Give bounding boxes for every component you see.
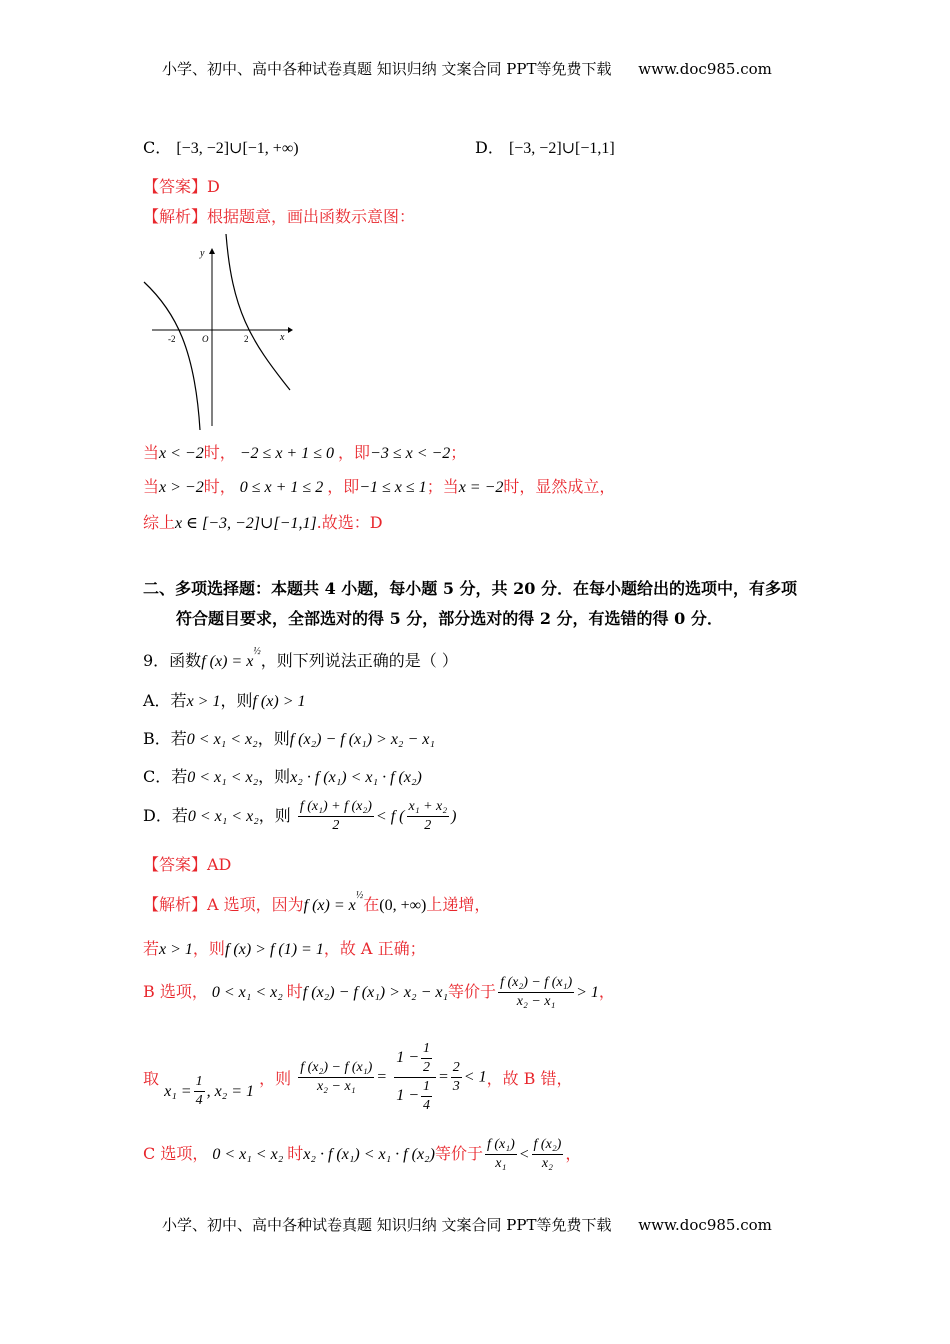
tick-pos-2: 2 — [244, 334, 249, 344]
page-header — [162, 58, 772, 79]
header-url: www.doc985.com — [638, 60, 772, 78]
fraction: $\frac{\text{f (x₁) + f (x₂)}}{2}$ — [299, 799, 372, 833]
function-graph — [140, 230, 300, 430]
complex-fraction: 1 − $\frac{1}{2}$ 1 − $\frac{1}{4}$ — [394, 1040, 436, 1115]
footer-url: www.doc985.com — [638, 1216, 772, 1234]
q8-answer: 【答案】D — [143, 177, 220, 196]
fraction: $\frac{\text{f (x₂)}}{\text{x₂}}$ — [533, 1137, 562, 1171]
q8-line2: 当x > −2时， 0 ≤ x + 1 ≤ 2 ，即−1 ≤ x ≤ 1；当x = −2时，显然成立， — [143, 477, 616, 496]
option-math: [−3, −2]∪[−1,1] — [508, 140, 615, 157]
q9-answer: 【答案】AD — [143, 855, 232, 874]
q9-option-c: C．若0 < x₁ < x₂，则x₂ · f (x₁) < x₁ · f (x₂) — [143, 767, 422, 786]
q9-analysis-5: C 选项， 0 < x₁ < x₂ 时x₂ · f (x₁) < x₁ · f (x₂)等价于 $\frac{\text{f (x₁)}}{\text{x₁}}$ < $\frac{\text{f (x₂)}}{\text{x₂}}$ ， — [143, 1137, 582, 1171]
option-label: C． — [143, 138, 172, 157]
left-branch-curve — [144, 282, 200, 430]
footer-text: 小学、初中、高中各种试卷真题 知识归纳 文案合同 PPT等免费下载 — [162, 1216, 612, 1234]
q8-analysis-head: 【解析】根据题意，画出函数示意图： — [143, 207, 416, 226]
q9-analysis-1: 【解析】A 选项，因为f $(x) = x^{\frac{1}{2}}$在(0, +∞)上递增， — [143, 889, 491, 914]
fraction: $\frac{\text{x₁ + x₂}}{2}$ — [408, 799, 448, 833]
page-footer — [162, 1214, 772, 1235]
x-label: x — [280, 332, 285, 343]
fraction: $\frac{\text{f (x₁)}}{\text{x₁}}$ — [486, 1137, 515, 1171]
option-math: [−3, −2]∪[−1, +∞) — [176, 140, 299, 157]
q8-line3: 综上x ∈ [−3, −2]∪[−1,1].故选：D — [143, 513, 383, 532]
q9-analysis-3: B 选项， 0 < x₁ < x₂ 时f (x₂) − f (x₁) > x₂ − x₁等价于 $\frac{\text{f (x₂) − f (x₁)}}{\text{x₂ − x₁}}$ > 1， — [143, 975, 615, 1009]
x-axis-arrow — [288, 327, 293, 333]
q9-stem: 9．函数f $(x) = x^{\frac{1}{2}}$，则下列说法正确的是（ ） — [143, 645, 458, 670]
y-axis-arrow — [209, 248, 215, 254]
fraction: $\frac{\text{f (x₂) − f (x₁)}}{\text{x₂ − x₁}}$ — [300, 1060, 373, 1094]
option-label: D． — [475, 138, 504, 157]
section2-title-line1: 二、多项选择题：本题共 4 小题，每小题 5 分，共 20 分．在每小题给出的选项中，有多项 — [143, 579, 797, 598]
q9-option-d: D．若0 < x₁ < x₂，则 $\frac{\text{f (x₁) + f (x₂)}}{2}$ < f ( $\frac{\text{x₁ + x₂}}{2}$ ) — [143, 799, 457, 833]
origin-label: O — [202, 334, 209, 344]
q8-option-c — [143, 135, 299, 158]
tick-neg-2: -2 — [168, 334, 176, 344]
fraction: $\frac{1}{4}$ — [195, 1074, 203, 1108]
q9-analysis-4: 取 x₁ = $\frac{1}{4}$ , x₂ = 1 ，则 $\frac{\text{f (x₂) − f (x₁)}}{\text{x₂ − x₁}}$ = 1 − $\frac{1}{2}$ 1 − $\frac{1}{4}$ = $\frac{2}{3}$ < 1，故 B 错， — [143, 1041, 573, 1113]
q9-option-a: A．若x > 1，则f (x) > 1 — [143, 691, 306, 710]
fraction: $\frac{2}{3}$ — [452, 1060, 460, 1094]
header-text: 小学、初中、高中各种试卷真题 知识归纳 文案合同 PPT等免费下载 — [162, 60, 612, 78]
q9-option-b: B．若0 < x₁ < x₂，则f (x₂) − f (x₁) > x₂ − x₁ — [143, 729, 435, 748]
right-branch-curve — [226, 234, 290, 390]
fraction: $\frac{\text{f (x₂) − f (x₁)}}{\text{x₂ − x₁}}$ — [500, 975, 573, 1009]
y-label: y — [200, 248, 205, 259]
section2-title-line2: 符合题目要求，全部选对的得 5 分，部分选对的得 2 分，有选错的得 0 分． — [176, 609, 723, 628]
q8-option-d — [475, 135, 615, 158]
q9-analysis-2: 若x > 1，则f (x) > f (1) = 1，故 A 正确； — [143, 939, 426, 958]
q8-line1: 当x < −2时， −2 ≤ x + 1 ≤ 0 ，即−3 ≤ x < −2； — [143, 443, 467, 462]
